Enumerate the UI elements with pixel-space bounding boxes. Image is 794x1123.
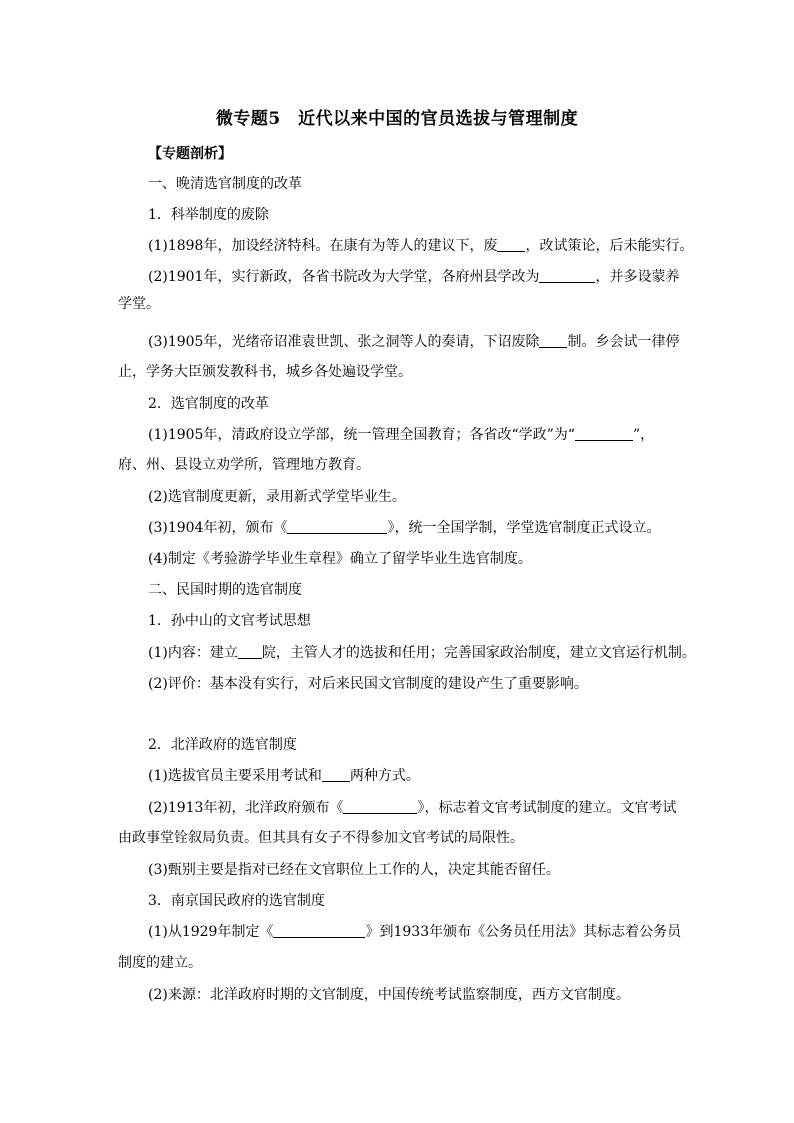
text-span: 两种方式。: [349, 768, 420, 784]
subheading-1-1: 1．科举制度的废除: [148, 207, 269, 223]
paragraph-2-cont: 学堂。: [118, 296, 160, 312]
paragraph-4: [148, 425, 678, 445]
text-span: 院，主管人才的选拔和任用；完善国家政治制度，建立文官运行机制。: [261, 645, 696, 661]
text-span: ，改试策论，后未能实行。: [525, 238, 694, 254]
text-span: (2)1901年，实行新政，各省书院改为大学堂，各府州县学改为: [148, 269, 540, 285]
paragraph-9: (2)评价：基本没有实行，对后来民国文官制度的建设产生了重要影响。: [148, 676, 588, 692]
text-span: 》，统一全国学制，学堂选官制度正式设立。: [387, 520, 661, 536]
text-span: ”，: [632, 427, 655, 443]
paragraph-4-cont: 府、州、县设立劝学所，管理地方教育。: [118, 457, 370, 473]
paragraph-1: [148, 236, 694, 256]
text-span: 》，标志着文官考试制度的建立。文官考试: [417, 800, 677, 816]
paragraph-11-cont: 由政事堂铨叙局负责。但其具有女子不得参加文官考试的局限性。: [118, 830, 524, 846]
paragraph-2: [148, 267, 678, 287]
text-span: (3)1904年初，颁布《: [148, 520, 288, 536]
paragraph-11: [148, 798, 678, 818]
page-title: 微专题5 近代以来中国的官员选拔与管理制度: [215, 109, 579, 129]
section-label: 【专题剖析】: [148, 146, 232, 162]
paragraph-12: (3)甄别主要是指对已经在文官职位上工作的人，决定其能否留任。: [148, 862, 560, 878]
paragraph-3: [148, 332, 678, 352]
fill-blank: [343, 799, 417, 814]
fill-blank: [287, 519, 387, 534]
text-span: ，并多设蒙养: [595, 269, 680, 285]
fill-blank: [497, 237, 525, 252]
paragraph-5: (2)选官制度更新，录用新式学堂毕业生。: [148, 489, 406, 505]
fill-blank: [575, 426, 633, 441]
text-span: (1)从1929年制定《: [148, 924, 274, 940]
paragraph-10: [148, 766, 678, 786]
text-span: (2)1913年初，北洋政府颁布《: [148, 800, 344, 816]
fill-blank: [273, 923, 365, 938]
subheading-2-2: 2．北洋政府的选官制度: [148, 737, 297, 753]
fill-blank: [539, 268, 595, 283]
subheading-2-1: 1．孙中山的文官考试思想: [148, 613, 311, 629]
text-span: (1)选拔官员主要采用考试和: [148, 768, 322, 784]
paragraph-13-cont: 制度的建立。: [118, 955, 202, 971]
text-span: 制。乡会试一律停: [567, 334, 680, 350]
subheading-2-3: 3．南京国民政府的选官制度: [148, 893, 325, 909]
heading-1: 一、晚清选官制度的改革: [148, 176, 302, 192]
paragraph-7: (4)制定《考验游学毕业生章程》确立了留学毕业生选官制度。: [148, 551, 532, 567]
text-span: (3)1905年，光绪帝诏准袁世凯、张之洞等人的奏请，下诏废除: [148, 334, 540, 350]
fill-blank: [322, 767, 350, 782]
paragraph-8: [148, 643, 696, 663]
paragraph-6: [148, 518, 678, 538]
fill-blank: [539, 333, 567, 348]
text-span: (1)内容：建立: [148, 645, 238, 661]
paragraph-14: (2)来源：北洋政府时期的文官制度，中国传统考试监察制度，西方文官制度。: [148, 987, 630, 1003]
paragraph-3-cont: 止，学务大臣颁发教科书，城乡各处遍设学堂。: [118, 364, 412, 380]
fill-blank: [238, 644, 262, 659]
text-span: 》到1933年颁布《公务员任用法》其标志着公务员: [365, 924, 682, 940]
paragraph-13: [148, 922, 682, 942]
text-span: (1)1905年，清政府设立学部，统一管理全国教育；各省改“学政”为“: [148, 427, 575, 443]
heading-2: 二、民国时期的选官制度: [148, 582, 302, 598]
subheading-1-2: 2．选官制度的改革: [148, 396, 269, 412]
text-span: (1)1898年，加设经济特科。在康有为等人的建议下，废: [148, 238, 498, 254]
